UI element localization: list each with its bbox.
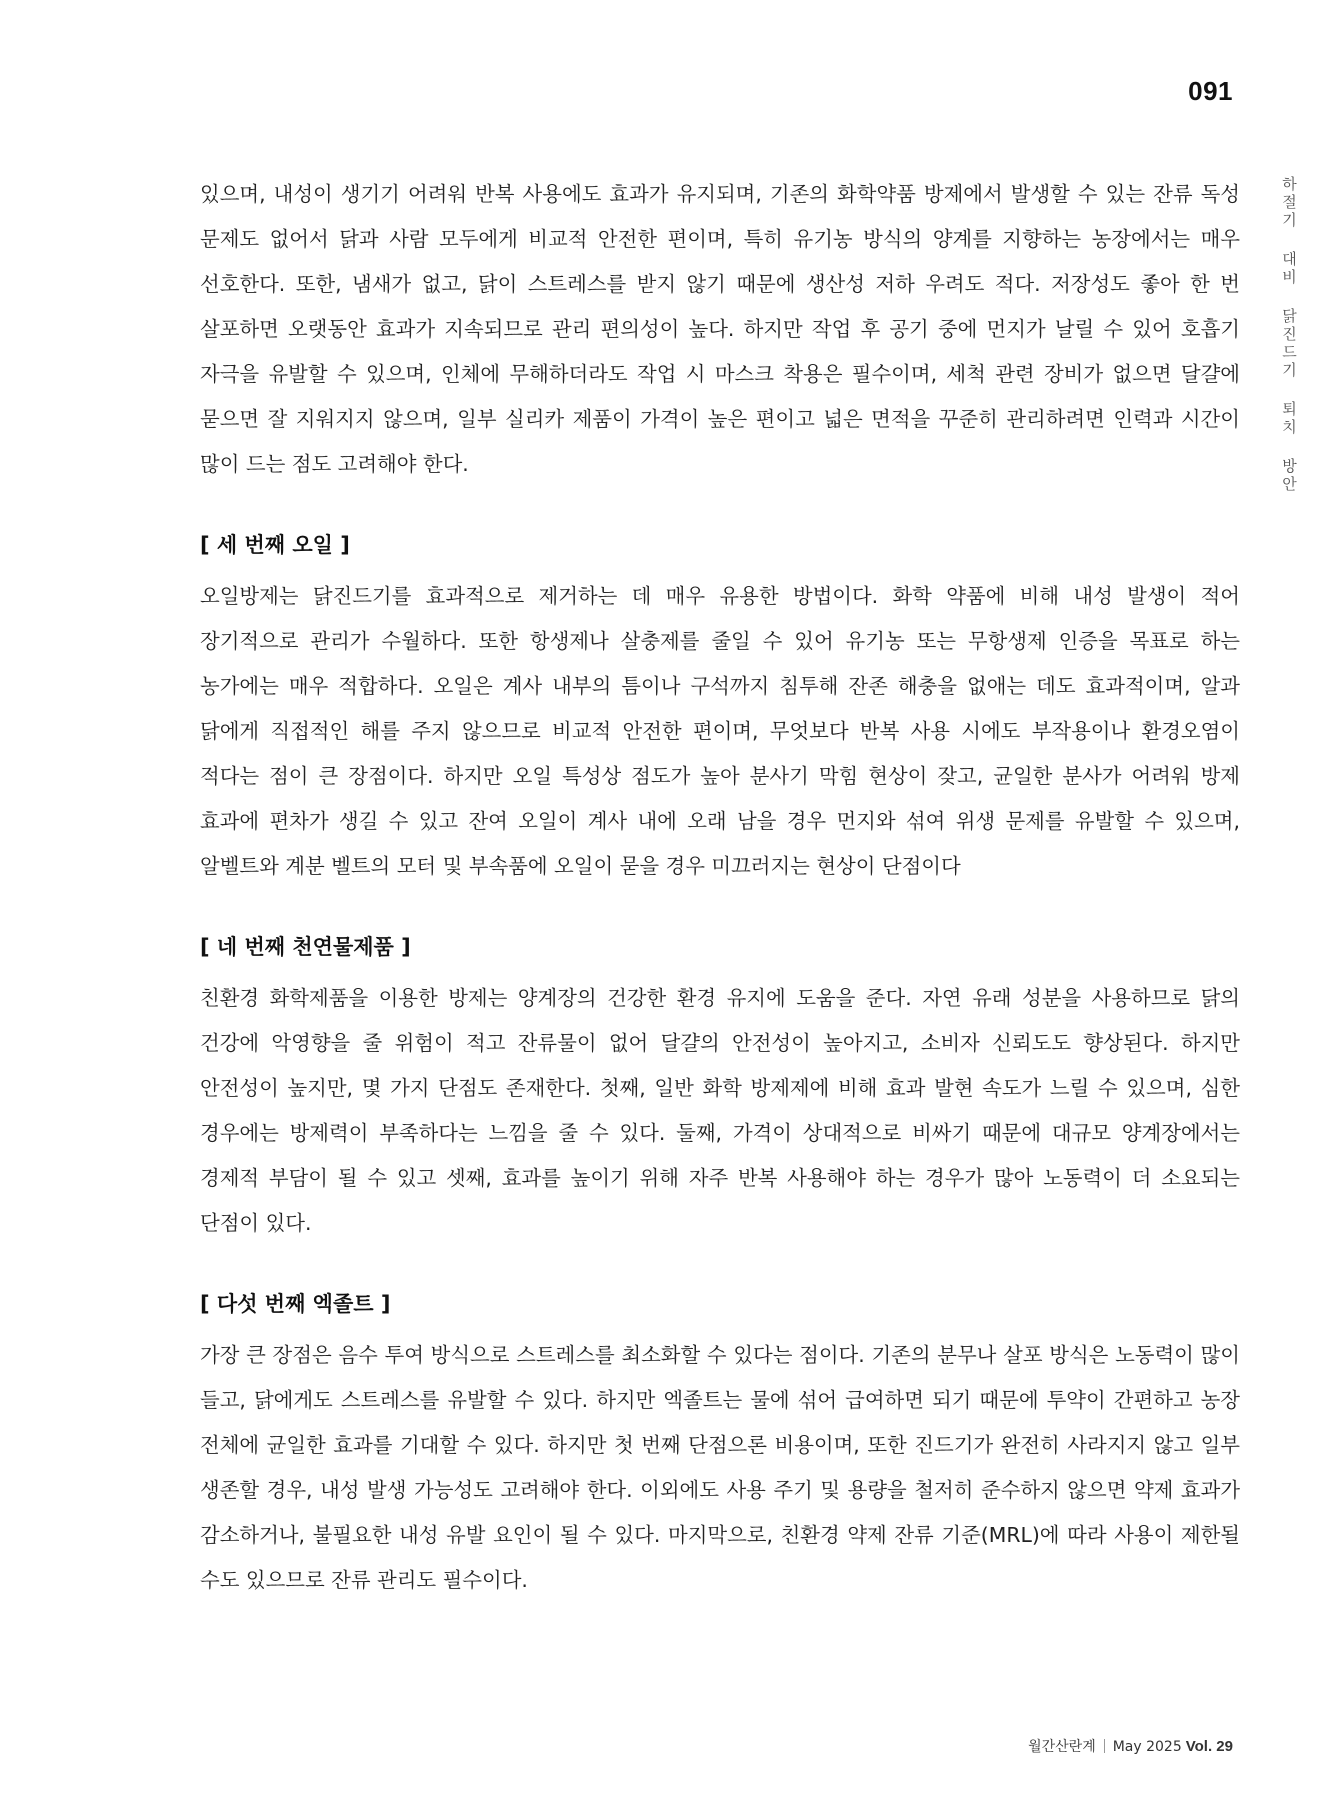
section-body-exzolt: 가장 큰 장점은 음수 투여 방식으로 스트레스를 최소화할 수 있다는 점이다. 기존의 분무나 살포 방식은 노동력이 많이 들고, 닭에게도 스트레스를 유발할 수 있다. 하지만 엑졸트는 물에 섞어 급여하면 되기 때문에 투약이 간편하고 농장 전체에 균일한 효과를 기대할 수 있다. 하지만 첫 번째 단점으론 비용이며, 또한 진드기가 완전히 사라지지 않고 일부 생존할 경우, 내성 발생 가능성도 고려해야 한다. 이외에도 사용 주기 및 용량을 철저히 준수하지 않으면 약제 효과가 감소하거나, 불필요한 내성 유발 요인이 될 수 있다. 마지막으로, 친환경 약제 잔류 기준(MRL)에 따라 사용이 제한될 수도 있으므로 잔류 관리도 필수이다. — [200, 1343, 1240, 1592]
page-number: 091 — [1188, 76, 1233, 106]
section-heading-oil: [ 세 번째 오일 ] — [200, 533, 350, 557]
running-side-title: 하절기 대비 닭진드기 퇴치 방안 — [1280, 176, 1298, 494]
section-body-oil: 오일방제는 닭진드기를 효과적으로 제거하는 데 매우 유용한 방법이다. 화학 약품에 비해 내성 발생이 적어 장기적으로 관리가 수월하다. 또한 항생제나 살충제를 줄일 수 있어 유기농 또는 무항생제 인증을 목표로 하는 농가에는 매우 적합하다. 오일은 계사 내부의 틈이나 구석까지 침투해 잔존 해충을 없애는 데도 효과적이며, 알과 닭에게 직접적인 해를 주지 않으므로 비교적 안전한 편이며, 무엇보다 반복 사용 시에도 부작용이나 환경오염이 적다는 점이 큰 장점이다. 하지만 오일 특성상 점도가 높아 분사기 막힘 현상이 잦고, 균일한 분사가 어려워 방제 효과에 편차가 생길 수 있고 잔여 오일이 계사 내에 오래 남을 경우 먼지와 섞여 위생 문제를 유발할 수 있으며, 알벨트와 계분 벨트의 모터 및 부속품에 오일이 묻을 경우 미끄러지는 현상이 단점이다 — [200, 584, 1240, 878]
section-heading-exzolt: [ 다섯 번째 엑졸트 ] — [200, 1292, 391, 1316]
section-body-natural-product: 친환경 화학제품을 이용한 방제는 양계장의 건강한 환경 유지에 도움을 준다. 자연 유래 성분을 사용하므로 닭의 건강에 악영향을 줄 위험이 적고 잔류물이 없어 달걀의 안전성이 높아지고, 소비자 신뢰도도 향상된다. 하지만 안전성이 높지만, 몇 가지 단점도 존재한다. 첫째, 일반 화학 방제제에 비해 효과 발현 속도가 느릴 수 있으며, 심한 경우에는 방제력이 부족하다는 느낌을 줄 수 있다. 둘째, 가격이 상대적으로 비싸기 때문에 대규모 양계장에서는 경제적 부담이 될 수 있고 셋째, 효과를 높이기 위해 자주 반복 사용해야 하는 경우가 많아 노동력이 더 소요되는 단점이 있다. — [200, 986, 1240, 1235]
intro-paragraph: 있으며, 내성이 생기기 어려워 반복 사용에도 효과가 유지되며, 기존의 화학약품 방제에서 발생할 수 있는 잔류 독성 문제도 없어서 닭과 사람 모두에게 비교적 안전한 편이며, 특히 유기농 방식의 양계를 지향하는 농장에서는 매우 선호한다. 또한, 냄새가 없고, 닭이 스트레스를 받지 않기 때문에 생산성 저하 우려도 적다. 저장성도 좋아 한 번 살포하면 오랫동안 효과가 지속되므로 관리 편의성이 높다. 하지만 작업 후 공기 중에 먼지가 날릴 수 있어 호흡기 자극을 유발할 수 있으며, 인체에 무해하더라도 작업 시 마스크 착용은 필수이며, 세척 관련 장비가 없으면 달걀에 묻으면 잘 지워지지 않으며, 일부 실리카 제품이 가격이 높은 편이고 넓은 면적을 꾸준히 관리하려면 인력과 시간이 많이 드는 점도 고려해야 한다. — [200, 182, 1241, 476]
section-heading-natural-product: [ 네 번째 천연물제품 ] — [200, 935, 411, 959]
footer-magazine-name: 월간산란계 — [1028, 1739, 1096, 1755]
footer-volume: Vol. 29 — [1185, 1738, 1233, 1755]
page-footer — [1028, 1736, 1233, 1756]
footer-date: May 2025 — [1112, 1739, 1182, 1755]
footer-divider — [1104, 1739, 1105, 1753]
article-body — [200, 172, 1240, 1603]
